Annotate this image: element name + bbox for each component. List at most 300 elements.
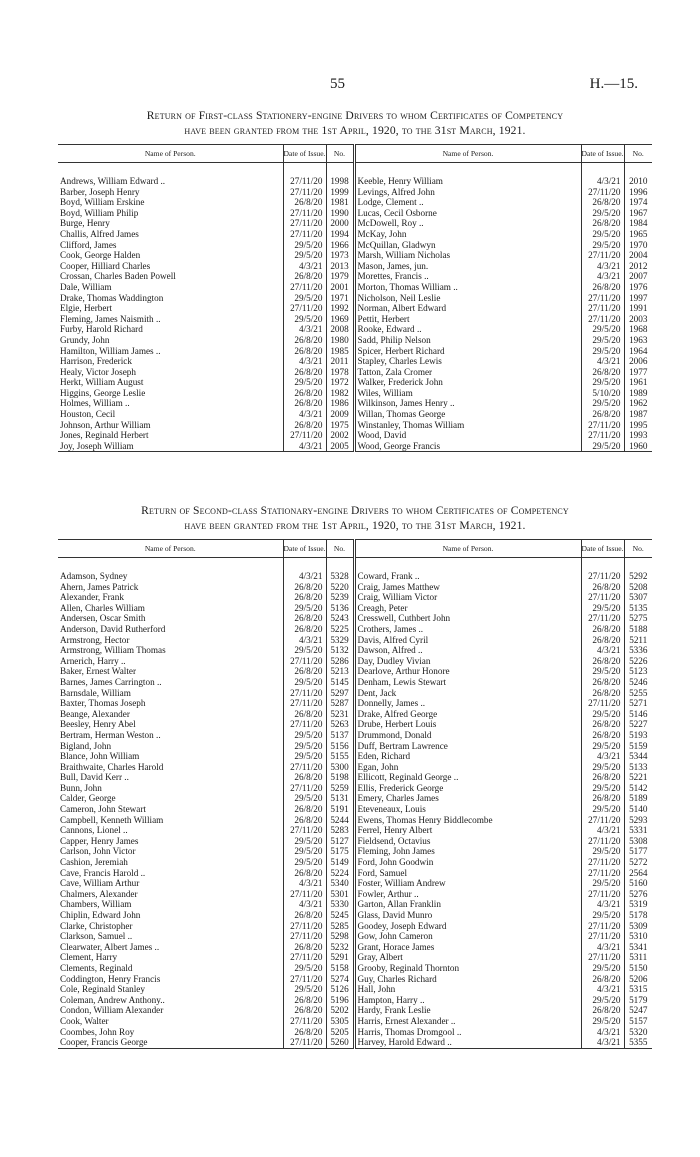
table-row <box>58 666 652 677</box>
person-name: Goodey, Joseph Edward <box>354 921 581 932</box>
certificate-number: 1994 <box>326 229 354 240</box>
certificate-number: 5355 <box>624 1037 652 1048</box>
certificate-number: 5344 <box>624 751 652 762</box>
issue-date: 29/5/20 <box>283 240 326 251</box>
table-row <box>58 176 652 187</box>
table-row <box>58 229 652 240</box>
issue-date: 4/3/21 <box>283 324 326 335</box>
issue-date: 29/5/20 <box>581 324 624 335</box>
issue-date: 29/5/20 <box>581 346 624 357</box>
issue-date: 29/5/20 <box>581 762 624 773</box>
person-name: Clement, Harry <box>60 952 118 963</box>
table-row <box>58 420 652 431</box>
person-name: Bigland, John <box>60 740 112 751</box>
person-name: Andrews, William Edward .. <box>60 176 166 186</box>
certificate-number: 5232 <box>326 942 354 953</box>
issue-date: 26/8/20 <box>283 624 326 635</box>
person-name: Joy, Joseph William <box>60 440 134 451</box>
person-name: Calder, George <box>60 793 116 804</box>
column-header-date: Date of Issue. <box>283 540 326 558</box>
issue-date: 26/8/20 <box>283 942 326 953</box>
person-name: Houston, Cecil <box>60 409 116 420</box>
certificate-number: 2003 <box>624 314 652 325</box>
certificate-number: 1977 <box>624 367 652 378</box>
person-name: Drube, Herbert Louis <box>354 719 581 730</box>
issue-date: 26/8/20 <box>581 688 624 699</box>
certificate-number: 1996 <box>624 187 652 198</box>
certificate-number: 5239 <box>326 592 354 603</box>
issue-date: 29/5/20 <box>581 666 624 677</box>
table-row <box>58 804 652 815</box>
issue-date: 26/8/20 <box>283 1027 326 1038</box>
person-name: Cooper, Francis George <box>60 1037 148 1048</box>
person-name: Lodge, Clement .. <box>354 197 581 208</box>
spacer-cell <box>326 558 354 572</box>
certificate-number: 5193 <box>624 730 652 741</box>
person-name: Gray, Albert <box>354 952 581 963</box>
issue-date: 27/11/20 <box>581 889 624 900</box>
certificate-number: 5156 <box>326 741 354 752</box>
issue-date: 26/8/20 <box>283 995 326 1006</box>
certificate-number: 5276 <box>624 889 652 900</box>
person-name: Adamson, Sydney <box>60 571 128 581</box>
certificate-number: 5160 <box>624 878 652 889</box>
issue-date: 26/8/20 <box>581 409 624 420</box>
issue-date: 29/5/20 <box>581 804 624 815</box>
certificate-number: 5320 <box>624 1027 652 1038</box>
certificate-number: 5272 <box>624 857 652 868</box>
issue-date: 4/3/21 <box>581 984 624 995</box>
issue-date: 27/11/20 <box>283 762 326 773</box>
column-header-name: Name of Person. <box>58 145 283 163</box>
certificate-number: 1968 <box>624 324 652 335</box>
column-header-date: Date of Issue. <box>283 145 326 163</box>
person-name: Burge, Henry <box>60 218 110 229</box>
issue-date: 26/8/20 <box>283 388 326 399</box>
person-name: Barnsdale, William <box>60 687 131 698</box>
certificate-number: 5311 <box>624 952 652 963</box>
certificate-number: 5220 <box>326 582 354 593</box>
certificate-number: 5135 <box>624 603 652 614</box>
issue-date: 26/8/20 <box>283 420 326 431</box>
issue-date: 29/5/20 <box>283 377 326 388</box>
certificate-number: 2006 <box>624 356 652 367</box>
second-class-title-line2: have been granted from the 1st April, 1920, to the 31st March, 1921. <box>184 519 526 532</box>
issue-date: 4/3/21 <box>581 942 624 953</box>
issue-date: 29/5/20 <box>283 314 326 325</box>
table-row <box>58 187 652 198</box>
table-row <box>58 261 652 272</box>
person-name: Cresswell, Cuthbert John <box>354 613 581 624</box>
issue-date: 26/8/20 <box>581 1005 624 1016</box>
person-name: Clarke, Christopher <box>60 920 133 931</box>
table-row <box>58 698 652 709</box>
certificate-number: 5300 <box>326 762 354 773</box>
person-name: Barber, Joseph Henry <box>60 186 140 197</box>
certificate-number: 5305 <box>326 1016 354 1027</box>
table-row <box>58 878 652 889</box>
issue-date: 27/11/20 <box>283 825 326 836</box>
certificate-number: 5286 <box>326 656 354 667</box>
spacer-cell <box>624 558 652 572</box>
issue-date: 27/11/20 <box>581 250 624 261</box>
person-name: Crothers, James .. <box>354 624 581 635</box>
table-row <box>58 1037 652 1048</box>
issue-date: 29/5/20 <box>581 377 624 388</box>
spacer-cell <box>354 558 581 572</box>
issue-date: 27/11/20 <box>283 176 326 187</box>
certificate-number: 5328 <box>326 571 354 582</box>
column-header-date: Date of Issue. <box>581 145 624 163</box>
issue-date: 26/8/20 <box>581 677 624 688</box>
issue-date: 4/3/21 <box>283 878 326 889</box>
certificate-number: 5159 <box>624 741 652 752</box>
table-row <box>58 1016 652 1027</box>
person-name: Foster, William Andrew <box>354 878 581 889</box>
issue-date: 26/8/20 <box>283 1005 326 1016</box>
table-row <box>58 367 652 378</box>
first-class-table-body <box>58 163 652 452</box>
table-row <box>58 250 652 261</box>
issue-date: 29/5/20 <box>283 741 326 752</box>
issue-date: 29/5/20 <box>581 208 624 219</box>
person-name: Ellicott, Reginald George .. <box>354 772 581 783</box>
person-name: Beesley, Henry Abel <box>60 719 136 730</box>
person-name: Barnes, James Carrington .. <box>60 676 162 687</box>
certificate-number: 5310 <box>624 931 652 942</box>
issue-date: 29/5/20 <box>581 963 624 974</box>
issue-date: 4/3/21 <box>581 645 624 656</box>
issue-date: 27/11/20 <box>581 931 624 942</box>
certificate-number: 5211 <box>624 635 652 646</box>
person-name: Donnelly, James .. <box>354 698 581 709</box>
issue-date: 27/11/20 <box>283 1016 326 1027</box>
person-name: Johnson, Arthur William <box>60 419 151 430</box>
table-row <box>58 719 652 730</box>
person-name: Ferrel, Henry Albert <box>354 825 581 836</box>
certificate-number: 5140 <box>624 804 652 815</box>
issue-date: 29/5/20 <box>283 984 326 995</box>
certificate-number: 2001 <box>326 282 354 293</box>
person-name: Craig, James Matthew <box>354 582 581 593</box>
issue-date: 26/8/20 <box>283 709 326 720</box>
person-name: Beange, Alexander <box>60 708 130 719</box>
issue-date: 27/11/20 <box>283 229 326 240</box>
person-name: Levings, Alfred John <box>354 187 581 198</box>
issue-date: 27/11/20 <box>283 1037 326 1048</box>
certificate-number: 5274 <box>326 974 354 985</box>
certificate-number: 5206 <box>624 974 652 985</box>
issue-date: 27/11/20 <box>581 592 624 603</box>
certificate-number: 1964 <box>624 346 652 357</box>
person-name: Capper, Henry James <box>60 835 139 846</box>
person-name: Guy, Charles Richard <box>354 974 581 985</box>
certificate-number: 2004 <box>624 250 652 261</box>
issue-date: 27/11/20 <box>283 952 326 963</box>
person-name: Clarkson, Samuel .. <box>60 931 133 942</box>
issue-date: 4/3/21 <box>581 899 624 910</box>
spacer-row <box>58 558 652 572</box>
person-name: Cave, Francis Harold .. <box>60 867 146 878</box>
issue-date: 4/3/21 <box>283 635 326 646</box>
certificate-number: 5263 <box>326 719 354 730</box>
issue-date: 27/11/20 <box>581 571 624 582</box>
table-row <box>58 709 652 720</box>
person-name: Bull, David Kerr .. <box>60 772 129 783</box>
certificate-number: 5340 <box>326 878 354 889</box>
table-row <box>58 582 652 593</box>
person-name: McKay, John <box>354 229 581 240</box>
certificate-number: 1978 <box>326 367 354 378</box>
certificate-number: 5123 <box>624 666 652 677</box>
certificate-number: 5137 <box>326 730 354 741</box>
certificate-number: 5275 <box>624 613 652 624</box>
table-row <box>58 931 652 942</box>
table-row <box>58 772 652 783</box>
certificate-number: 1997 <box>624 293 652 304</box>
person-name: Boyd, William Philip <box>60 207 139 218</box>
certificate-number: 5198 <box>326 772 354 783</box>
spacer-row <box>58 163 652 177</box>
second-class-title <box>58 503 652 533</box>
person-name: Drake, Thomas Waddington <box>60 292 164 303</box>
table-row <box>58 271 652 282</box>
person-name: Clements, Reginald <box>60 962 133 973</box>
certificate-number: 1985 <box>326 346 354 357</box>
table-row <box>58 656 652 667</box>
issue-date: 29/5/20 <box>283 846 326 857</box>
issue-date: 29/5/20 <box>283 293 326 304</box>
issue-date: 4/3/21 <box>581 751 624 762</box>
table-row <box>58 793 652 804</box>
issue-date: 27/11/20 <box>283 282 326 293</box>
certificate-number: 5243 <box>326 613 354 624</box>
certificate-number: 5157 <box>624 1016 652 1027</box>
spacer-cell <box>624 163 652 177</box>
issue-date: 26/8/20 <box>283 271 326 282</box>
issue-date: 27/11/20 <box>283 921 326 932</box>
table-row <box>58 1005 652 1016</box>
issue-date: 26/8/20 <box>283 815 326 826</box>
certificate-number: 5133 <box>624 762 652 773</box>
certificate-number: 5307 <box>624 592 652 603</box>
certificate-number: 5131 <box>326 793 354 804</box>
person-name: Spicer, Herbert Richard <box>354 346 581 357</box>
person-name: Drummond, Donald <box>354 730 581 741</box>
table-row <box>58 645 652 656</box>
person-name: Coleman, Andrew Anthony.. <box>60 994 165 1005</box>
person-name: Garton, Allan Franklin <box>354 899 581 910</box>
table-row <box>58 741 652 752</box>
column-header-name: Name of Person. <box>354 540 581 558</box>
person-name: Bunn, John <box>60 782 102 793</box>
issue-date: 26/8/20 <box>283 910 326 921</box>
issue-date: 29/5/20 <box>581 398 624 409</box>
certificate-number: 5231 <box>326 709 354 720</box>
person-name: Marsh, William Nicholas <box>354 250 581 261</box>
person-name: Herkt, William August <box>60 377 144 388</box>
certificate-number: 5247 <box>624 1005 652 1016</box>
person-name: Harrison, Frederick <box>60 356 132 367</box>
person-name: Denham, Lewis Stewart <box>354 677 581 688</box>
certificate-number: 1974 <box>624 197 652 208</box>
person-name: Norman, Albert Edward <box>354 303 581 314</box>
certificate-number: 2008 <box>326 324 354 335</box>
table-row <box>58 635 652 646</box>
table-header-row <box>58 540 652 558</box>
person-name: Willan, Thomas George <box>354 409 581 420</box>
issue-date: 27/11/20 <box>283 208 326 219</box>
certificate-number: 5150 <box>624 963 652 974</box>
table-row <box>58 857 652 868</box>
spacer-cell <box>58 558 283 572</box>
person-name: Grooby, Reginald Thornton <box>354 963 581 974</box>
certificate-number: 5297 <box>326 688 354 699</box>
issue-date: 27/11/20 <box>581 868 624 879</box>
table-row <box>58 624 652 635</box>
issue-date: 29/5/20 <box>283 751 326 762</box>
table-row <box>58 441 652 452</box>
person-name: Carlson, John Victor <box>60 846 136 857</box>
certificate-number: 1987 <box>624 409 652 420</box>
table-row <box>58 303 652 314</box>
certificate-number: 5287 <box>326 698 354 709</box>
person-name: Challis, Alfred James <box>60 228 139 239</box>
certificate-number: 5329 <box>326 635 354 646</box>
certificate-number: 5271 <box>624 698 652 709</box>
certificate-number: 5331 <box>624 825 652 836</box>
issue-date: 27/11/20 <box>283 889 326 900</box>
issue-date: 29/5/20 <box>581 878 624 889</box>
issue-date: 26/8/20 <box>581 282 624 293</box>
issue-date: 27/11/20 <box>283 931 326 942</box>
certificate-number: 1963 <box>624 335 652 346</box>
person-name: Dent, Jack <box>354 688 581 699</box>
issue-date: 29/5/20 <box>581 229 624 240</box>
table-row <box>58 677 652 688</box>
certificate-number: 5127 <box>326 836 354 847</box>
person-name: Cook, George Halden <box>60 250 141 261</box>
certificate-number: 1980 <box>326 335 354 346</box>
certificate-number: 1972 <box>326 377 354 388</box>
certificate-number: 1966 <box>326 240 354 251</box>
table-row <box>58 868 652 879</box>
table-row <box>58 208 652 219</box>
issue-date: 29/5/20 <box>581 995 624 1006</box>
person-name: Cook, Walter <box>60 1015 109 1026</box>
certificate-number: 1975 <box>326 420 354 431</box>
certificate-number: 5301 <box>326 889 354 900</box>
certificate-number: 2013 <box>326 261 354 272</box>
person-name: Fieldsend, Octavius <box>354 836 581 847</box>
certificate-number: 1961 <box>624 377 652 388</box>
certificate-number: 5202 <box>326 1005 354 1016</box>
issue-date: 29/5/20 <box>581 1016 624 1027</box>
person-name: Furby, Harold Richard <box>60 324 143 335</box>
certificate-number: 1982 <box>326 388 354 399</box>
person-name: Braithwaite, Charles Harold <box>60 761 164 772</box>
table-row <box>58 762 652 773</box>
certificate-number: 5188 <box>624 624 652 635</box>
certificate-number: 5225 <box>326 624 354 635</box>
person-name: Bertram, Herman Weston .. <box>60 729 161 740</box>
person-name: Glass, David Munro <box>354 910 581 921</box>
person-name: Mason, James, jun. <box>354 261 581 272</box>
issue-date: 29/5/20 <box>283 793 326 804</box>
certificate-number: 5292 <box>624 571 652 582</box>
person-name: Hall, John <box>354 984 581 995</box>
person-name: Ford, John Goodwin <box>354 857 581 868</box>
certificate-number: 1999 <box>326 187 354 198</box>
issue-date: 29/5/20 <box>283 677 326 688</box>
person-name: Cave, William Arthur <box>60 878 140 889</box>
page-header <box>0 76 700 96</box>
table-header-row <box>58 145 652 163</box>
table-row <box>58 730 652 741</box>
table-row <box>58 356 652 367</box>
table-row <box>58 815 652 826</box>
issue-date: 29/5/20 <box>581 783 624 794</box>
second-class-table <box>58 539 652 1049</box>
person-name: Nicholson, Neil Leslie <box>354 293 581 304</box>
issue-date: 29/5/20 <box>283 857 326 868</box>
certificate-number: 1995 <box>624 420 652 431</box>
spacer-cell <box>581 163 624 177</box>
person-name: Duff, Bertram Lawrence <box>354 741 581 752</box>
person-name: Egan, John <box>354 762 581 773</box>
person-name: Morettes, Francis .. <box>354 271 581 282</box>
issue-date: 29/5/20 <box>283 963 326 974</box>
issue-date: 29/5/20 <box>581 910 624 921</box>
person-name: Campbell, Kenneth William <box>60 814 164 825</box>
table-row <box>58 430 652 441</box>
table-row <box>58 942 652 953</box>
certificate-number: 5293 <box>624 815 652 826</box>
person-name: Jones, Reginald Herbert <box>60 430 149 441</box>
issue-date: 27/11/20 <box>283 783 326 794</box>
spacer-cell <box>326 163 354 177</box>
certificate-number: 5178 <box>624 910 652 921</box>
person-name: Chalmers, Alexander <box>60 888 138 899</box>
person-name: Harris, Ernest Alexander .. <box>354 1016 581 1027</box>
table-row <box>58 324 652 335</box>
second-class-table-body <box>58 558 652 1049</box>
table-row <box>58 377 652 388</box>
certificate-number: 1991 <box>624 303 652 314</box>
certificate-number: 1962 <box>624 398 652 409</box>
table-row <box>58 836 652 847</box>
issue-date: 26/8/20 <box>581 367 624 378</box>
issue-date: 26/8/20 <box>283 367 326 378</box>
person-name: Ahern, James Patrick <box>60 581 139 592</box>
certificate-number: 2010 <box>624 176 652 187</box>
person-name: Hardy, Frank Leslie <box>354 1005 581 1016</box>
person-name: Hampton, Harry .. <box>354 995 581 1006</box>
column-header-date: Date of Issue. <box>581 540 624 558</box>
certificate-number: 5244 <box>326 815 354 826</box>
issue-date: 26/8/20 <box>581 772 624 783</box>
person-name: Walker, Frederick John <box>354 377 581 388</box>
certificate-number: 5158 <box>326 963 354 974</box>
certificate-number: 1979 <box>326 271 354 282</box>
issue-date: 26/8/20 <box>581 624 624 635</box>
table-row <box>58 571 652 582</box>
certificate-number: 1973 <box>326 250 354 261</box>
person-name: Cameron, John Stewart <box>60 804 146 815</box>
table-row <box>58 1027 652 1038</box>
issue-date: 27/11/20 <box>283 974 326 985</box>
person-name: Blance, John William <box>60 751 140 762</box>
